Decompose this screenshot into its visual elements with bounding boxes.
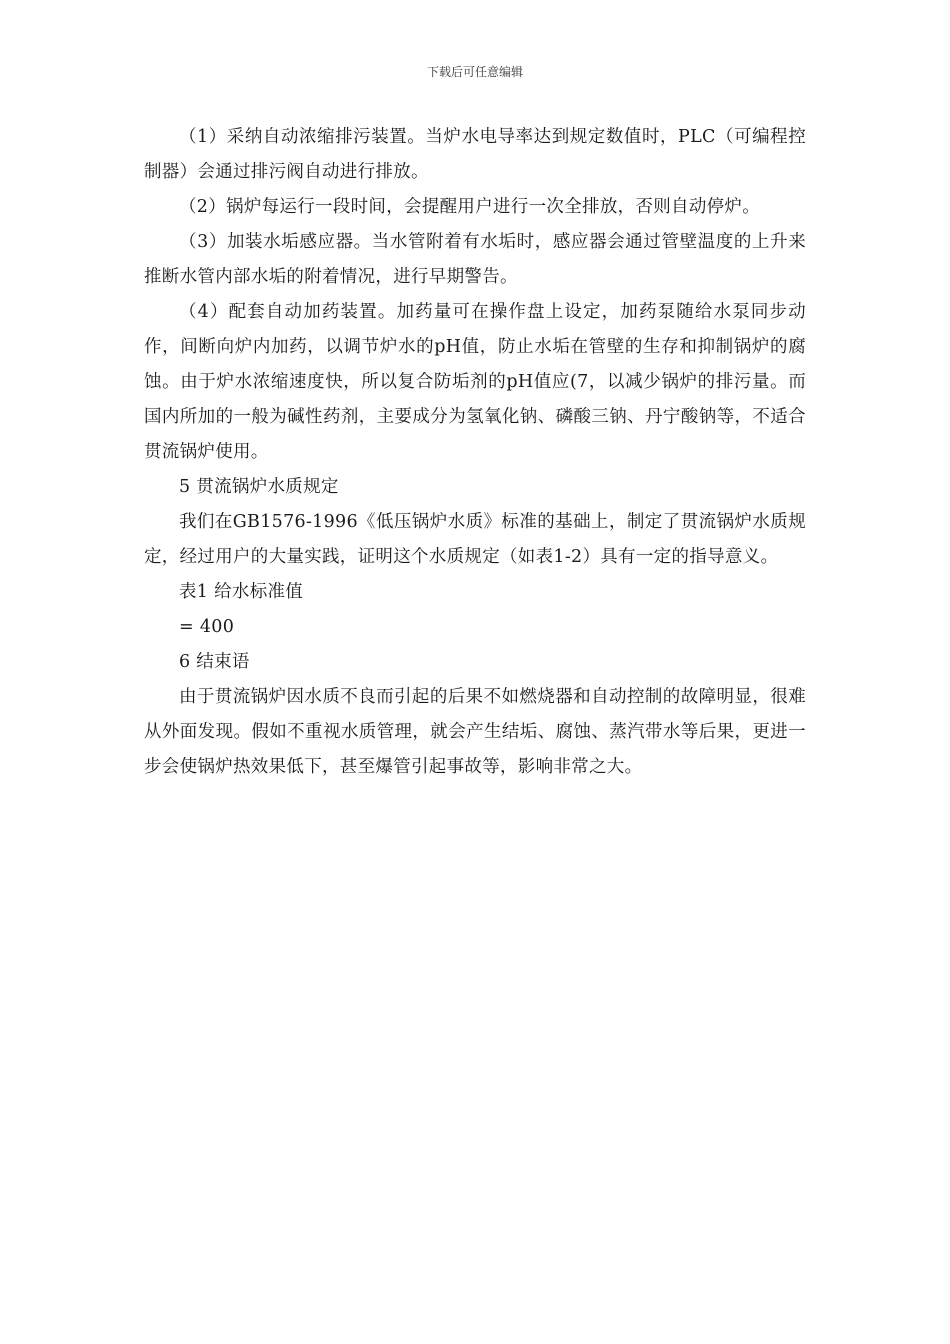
table-caption: 表1 给水标准值 — [179, 582, 304, 602]
paragraph-scale-sensor: （3）加装水垢感应器。当水管附着有水垢时，感应器会通过管壁温度的上升来推断水管内部水垢的附着情况，进行早期警告。 — [144, 232, 806, 287]
paragraph-auto-blowdown: （1）采纳自动浓缩排污装置。当炉水电导率达到规定数值时，PLC（可编程控制器）会通过排污阀自动进行排放。 — [144, 127, 806, 182]
paragraph-water-quality-standard: 我们在GB1576-1996《低压锅炉水质》标准的基础上，制定了贯流锅炉水质规定，经过用户的大量实践，证明这个水质规定（如表1-2）具有一定的指导意义。 — [144, 512, 806, 567]
section-heading-water-quality: 5 贯流锅炉水质规定 — [179, 477, 339, 497]
paragraph-full-discharge: （2）锅炉每运行一段时间，会提醒用户进行一次全排放，否则自动停炉。 — [179, 197, 761, 217]
document-body — [144, 120, 806, 785]
paragraph-auto-dosing: （4）配套自动加药装置。加药量可在操作盘上设定，加药泵随给水泵同步动作，间断向炉内加药，以调节炉水的pH值，防止水垢在管壁的生存和抑制锅炉的腐蚀。由于炉水浓缩速度快，所以复合防垢剂的pH值应(7，以减少锅炉的排污量。而国内所加的一般为碱性药剂，主要成分为氢氧化钠、磷酸三钠、丹宁酸钠等，不适合贯流锅炉使用。 — [144, 302, 806, 462]
page-header: 下载后可任意编辑 — [426, 65, 523, 79]
section-heading-conclusion: 6 结束语 — [179, 652, 250, 672]
paragraph-conclusion: 由于贯流锅炉因水质不良而引起的后果不如燃烧器和自动控制的故障明显，很难从外面发现。假如不重视水质管理，就会产生结垢、腐蚀、蒸汽带水等后果，更进一步会使锅炉热效果低下，甚至爆管引起事故等，影响非常之大。 — [144, 687, 806, 777]
table-value: = 400 — [179, 617, 235, 637]
